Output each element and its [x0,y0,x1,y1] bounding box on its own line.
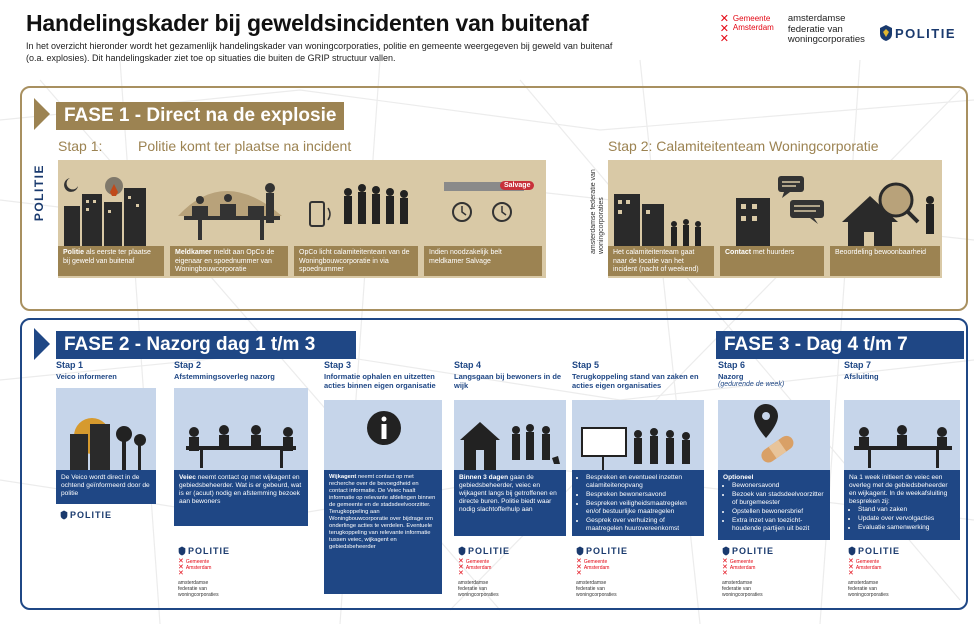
fase1-arrow-icon [34,98,50,130]
step-5-mini-afwc2: federatie van [576,586,605,592]
step-5-item-3: • Bespreken veiligheidsmaatregelen en/of bestuurlijke maatregelen [586,500,699,516]
step-6-title: Nazorg [718,372,744,381]
fase2-step-4 [454,360,566,390]
step-4-mini-politie: POLITIE [468,545,511,556]
step-6-mini-afwc3: woningcorporaties [722,592,763,598]
fase1-panel [20,86,968,311]
fase1-card-6 [720,246,824,276]
step-1-mini-logos [60,510,112,520]
mini-politie-emblem-icon [722,546,730,556]
step-4-mini-gem1: Gemeente [465,559,490,565]
mini-crosses-icon: ✕ ✕ ✕ [178,558,184,577]
afwc-logo [788,14,865,46]
fase1-stap2-title: Stap 2: Calamiteitenteam Woningcorporatie [608,138,879,154]
control-room-icon [174,166,284,246]
step-5-number: Stap 5 [572,360,600,370]
step-6-mini-politie: POLITIE [732,545,775,556]
presentation-meeting-icon [578,418,698,470]
fase3-banner: FASE 3 - Dag 4 t/m 7 [716,331,964,359]
politie-logo [879,24,956,42]
step-5-item-1: • Bespreken en eventueel inzetten calamiteitenopvang [586,474,699,490]
fase1-card-6-text: met huurders [751,249,795,256]
mini-crosses-icon: ✕ ✕ ✕ [458,558,464,577]
step-2-mini-logos [178,546,230,598]
step-5-item-4: • Gesprek over verhuizing of maatregelen huurovereenkomst [586,517,699,533]
fase1-card-4 [424,246,542,276]
step-6-box [718,470,830,540]
step-5-box [572,470,704,536]
fase2-step-6 [718,360,830,388]
gemeente-line2: Amsterdam [732,23,774,32]
step-7-mini-logos [848,546,900,598]
step-6-item-2: • Bezoek van stadsdeelvoorzitter of burgemeester [732,491,825,507]
step-5-mini-afwc3: woningcorporaties [576,592,617,598]
fase2-step-2 [174,360,278,381]
step-6-mini-gem1: Gemeente [729,559,754,565]
step-4-mini-afwc2: federatie van [458,586,487,592]
step-2-box [174,470,308,526]
step-7-mini-afwc1: amsterdamse [848,580,879,586]
step-3-number: Stap 3 [324,360,352,370]
step-3-title: Informatie ophalen en uitzetten acties binnen eigen organisatie [324,372,436,390]
step-5-mini-logos [576,546,628,598]
building-chat-icon [730,176,830,254]
step-6-mini-gem2: Amsterdam [729,565,756,571]
step-7-title: Afsluiting [844,372,879,381]
step-7-item-3: • Evaluatie samenwerking [858,524,955,532]
night-city-explosion-icon [58,166,158,246]
step-4-title: Langsgaan bij bewoners in de wijk [454,372,562,390]
logo-bar [720,14,956,54]
step-4-mini-afwc1: amsterdamse [458,580,489,586]
closing-meeting-icon [848,420,958,470]
fase1-card-4-text: Indien noodzakelijk belt meldkamer Salvage [429,249,502,265]
fase1-card-2-text: meldt aan OpCo de eigenaar en spoednummer van Woningbouwcorporatie [175,249,275,273]
phone-and-team-icon [304,166,414,246]
step-6-box-bold: Optioneel [723,474,754,481]
step-7-box [844,470,960,540]
mini-crosses-icon: ✕ ✕ ✕ [722,558,728,577]
buildings-people-icon [610,184,710,254]
fase1-card-1 [58,246,164,276]
politie-emblem-icon [879,24,893,42]
step-4-number: Stap 4 [454,360,482,370]
fase2-arrow-icon [34,328,50,360]
step-5-mini-gem1: Gemeente [583,559,608,565]
step-7-item-2: • Update over vervolgacties [858,515,955,523]
step-7-mini-politie: POLITIE [858,545,901,556]
step-3-box-text: neemt contact op met recherche over de bevoegdheid en contact informatie. De Veiec haalt informatie op relevante afdelingen binnen de gemeente en de stadsdeelvoorzitter. Terugkoppeling aan Woningbouwcorporatie over bijdrage om onderlinge acties te verdelen. Eventuele terugkoppeling van relevante informatie tussen veiec, wijkagent en gebiedsbeheerder [329,474,436,550]
step-7-mini-gem2: Amsterdam [855,565,882,571]
step-7-mini-afwc2: federatie van [848,586,877,592]
sunrise-city-icon [62,406,152,472]
step-2-mini-politie: POLITIE [188,545,231,556]
house-magnifier-icon [838,178,942,254]
step-3-box [324,470,442,594]
step-6-item-3: • Opstellen bewonersbrief [732,508,825,516]
step-4-mini-afwc3: woningcorporaties [458,592,499,598]
step-1-number: Stap 1 [56,360,84,370]
step-7-mini-gem1: Gemeente [855,559,880,565]
step-2-mini-afwc3: woningcorporaties [178,592,219,598]
fase1-vertical-afwc: amsterdamse federatie van woningcorporaties [590,169,605,254]
fase1-card-2 [170,246,288,276]
step-2-mini-afwc2: federatie van [178,586,207,592]
step-2-box-text: neemt contact op met wijkagent en gebiedsbeheerder. Wat is er gebeurd, wat is er (acuut) nodig en afstemming bezoek aan bewoners [179,474,302,505]
step-4-mini-gem2: Amsterdam [465,565,492,571]
fase1-banner: FASE 1 - Direct na de explosie [56,102,344,130]
fase1-card-5 [608,246,714,276]
step-2-mini-afwc1: amsterdamse [178,580,209,586]
andreas-crosses-icon: ✕ ✕ ✕ [719,13,729,45]
afwc-line1: amsterdamse [787,13,846,24]
fase2-step-7 [844,360,960,381]
salvage-badge: Salvage [500,181,534,190]
step-1-mini-politie: POLITIE [70,509,113,520]
step-4-mini-logos [458,546,510,598]
step-5-mini-gem2: Amsterdam [583,565,610,571]
mini-politie-emblem-icon [60,510,68,520]
fase1-card-1-bold: Politie [63,249,85,256]
step-2-title: Afstemmingsoverleg nazorg [174,372,275,381]
meeting-table-icon [180,420,302,470]
step-4-box-bold: Binnen 3 dagen [459,474,509,481]
step-2-mini-gem1: Gemeente [185,559,210,565]
step-6-item-4: • Extra inzet van toezicht-houdende partijen uit bezit [732,517,825,533]
info-icon [364,408,404,448]
gemeente-line1: Gemeente [732,14,771,23]
mini-politie-emblem-icon [576,546,584,556]
location-bandage-icon [750,402,800,466]
step-6-mini-logos [722,546,774,598]
politie-wordmark: POLITIE [894,25,956,41]
fase1-card-3-text: OpCo licht calamiteitenteam van de Woningbouwcorporatie in via spoednummer [299,249,410,273]
salvage-clock-icon [442,182,542,242]
mini-politie-emblem-icon [178,546,186,556]
page-title: Handelingskader bij geweldsincidenten van buitenaf [26,10,589,36]
fase1-stap1-label: Stap 1: [58,138,103,154]
fase2-step-1 [56,360,160,381]
step-7-mini-afwc3: woningcorporaties [848,592,889,598]
header [26,10,706,64]
step-1-box [56,470,156,504]
mini-crosses-icon: ✕ ✕ ✕ [576,558,582,577]
step-6-subtitle: (gedurende de week) [718,381,785,388]
mini-crosses-icon: ✕ ✕ ✕ [848,558,854,577]
step-2-box-bold: Veiec [179,474,196,481]
step-5-mini-politie: POLITIE [586,545,629,556]
step-1-title: Veico informeren [56,372,117,381]
step-3-box-bold: Wijkagent [329,474,357,480]
house-visit-icon [458,414,564,470]
step-4-box-text: gaan de gebiedsbeheerder, veiec en wijkagent langs bij getroffenen en directe buren. Politie biedt waar nodig slachtofferhulp aan [459,474,557,513]
step-6-number: Stap 6 [718,360,746,370]
page-intro: In het overzicht hieronder wordt het gezamenlijk handelingskader van woningcorporaties, politie en gemeente weergegeven bij geweld van buitenaf (o.a. explosies). Dit handelingskader ziet toe op situaties die buiten de GRIP structuur vallen. [26,41,613,63]
step-6-item-1: • Bewonersavond [732,482,825,490]
step-7-number: Stap 7 [844,360,872,370]
step-7-box-text: Na 1 week initieert de veiec een overleg met de gebiedsbeheerder en wijkagent. In de weekafsluiting bespreken zij: [849,474,948,505]
step-2-number: Stap 2 [174,360,202,370]
fase1-card-7 [830,246,940,276]
afwc-line2: federatie van [787,23,843,35]
fase1-card-3 [294,246,418,276]
step-1-box-text: De Veico wordt direct in de ochtend geïnformeerd door de politie [61,474,150,497]
step-5-item-2: • Bespreken bewonersavond [586,491,699,499]
fase2-panel [20,318,968,610]
fase1-card-7-text: Beoordeling bewoonbaarheid [835,249,927,256]
step-2-mini-gem2: Amsterdam [185,565,212,571]
step-7-item-1: • Stand van zaken [858,506,955,514]
fase1-card-5-text: Het calamiteitenteam gaat naar de locatie van het incident (nacht of weekend) [613,249,699,273]
fase1-stap1-title: Politie komt ter plaatse na incident [138,138,352,154]
fase2-step-3 [324,360,442,390]
fase1-card-6-bold: Contact [725,249,752,256]
step-6-mini-afwc1: amsterdamse [722,580,753,586]
fase2-banner: FASE 2 - Nazorg dag 1 t/m 3 [56,331,356,359]
fase2-step-5 [572,360,702,390]
mini-politie-emblem-icon [458,546,466,556]
step-5-title: Terugkoppeling stand van zaken en acties eigen organisaties [572,372,699,390]
step-6-mini-afwc2: federatie van [722,586,751,592]
mini-politie-emblem-icon [848,546,856,556]
fase1-vertical-politie: POLITIE [32,164,46,222]
fase1-card-2-bold: Meldkamer [175,249,212,256]
gemeente-amsterdam-logo [720,14,774,44]
fase1-card-1-text: als eerste ter plaatse bij geweld van buitenaf [63,249,151,265]
afwc-line3: woningcorporaties [787,34,865,45]
step-4-box [454,470,566,536]
step-5-mini-afwc1: amsterdamse [576,580,607,586]
